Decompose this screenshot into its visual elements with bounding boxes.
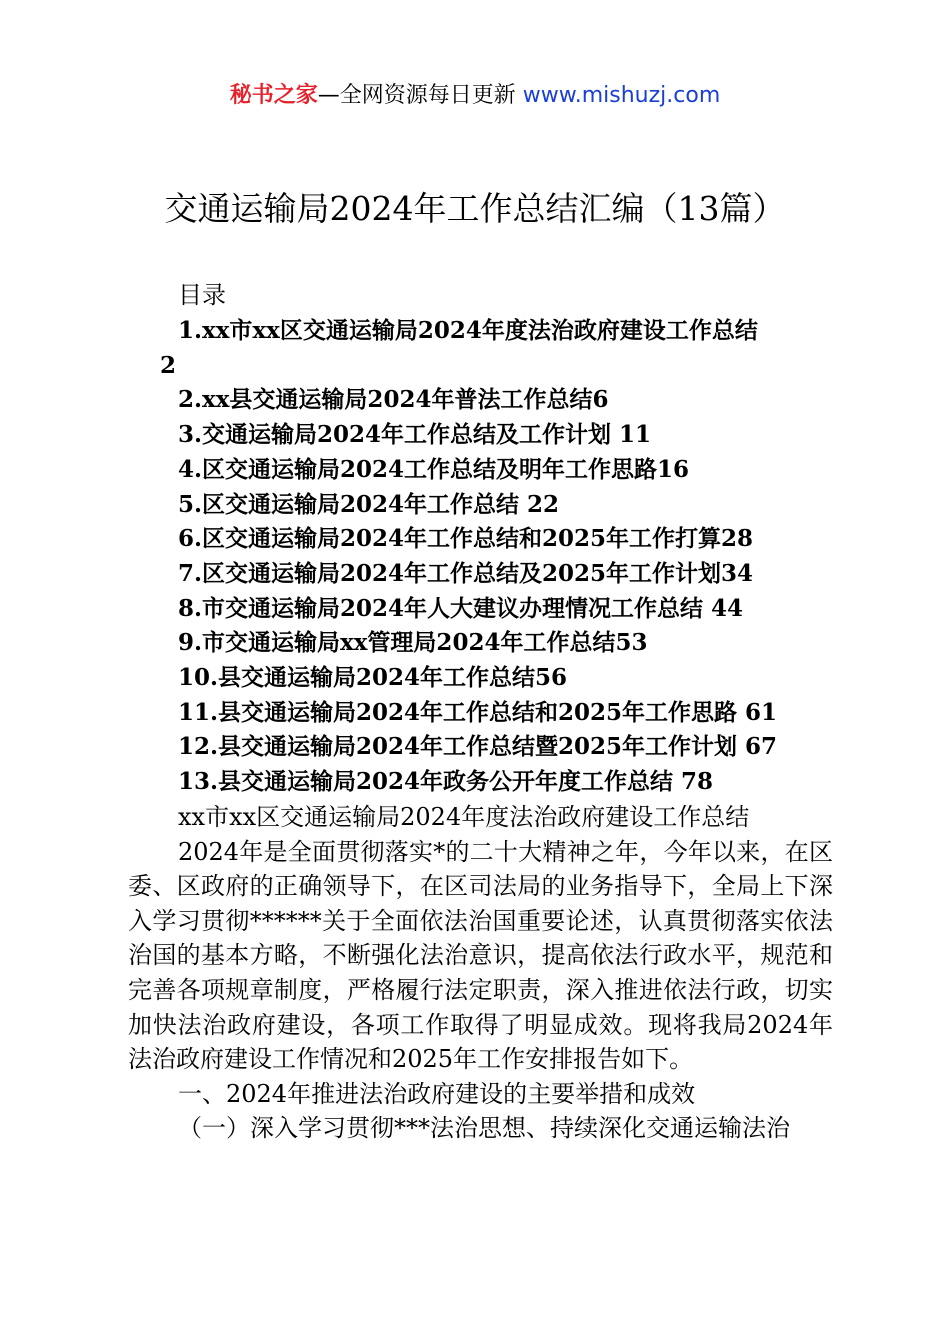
- document-body: [128, 800, 833, 1146]
- toc-item: [128, 557, 833, 592]
- subsection-heading: （一）深入学习贯彻***法治思想、持续深化交通运输法治: [178, 1114, 790, 1143]
- toc-item: [128, 418, 833, 453]
- table-of-contents: [128, 314, 833, 800]
- toc-item-text: 8.市交通运输局2024年人大建议办理情况工作总结 44: [178, 594, 744, 622]
- toc-item: [128, 626, 833, 661]
- toc-item: [128, 730, 833, 765]
- toc-item: [128, 383, 833, 418]
- toc-item-text: 9.市交通运输局xx管理局2024年工作总结53: [178, 629, 648, 657]
- toc-item-text: 13.县交通运输局2024年政务公开年度工作总结 78: [178, 768, 714, 796]
- toc-item-text: 5.区交通运输局2024年工作总结 22: [178, 490, 560, 518]
- toc-item-text: 7.区交通运输局2024年工作总结及2025年工作计划34: [178, 559, 754, 587]
- toc-item: [128, 592, 833, 627]
- toc-item: [128, 765, 833, 800]
- body-paragraph: 2024年是全面贯彻落实*的二十大精神之年，今年以来，在区委、区政府的正确领导下，在区司法局的业务指导下，全局上下深入学习贯彻******关于全面依法治国重要论述，认真贯彻落实依法治国的基本方略，不断强化法治意识，提高依法行政水平，规范和完善各项规章制度，严格履行法定职责，深入推进依法行政，切实加快法治政府建设，各项工作取得了明显成效。现将我局2024年法治政府建设工作情况和2025年工作安排报告如下。: [128, 837, 833, 1074]
- toc-item: [128, 661, 833, 696]
- site-url-link[interactable]: www.mishuzj.com: [522, 83, 721, 108]
- toc-item: [128, 522, 833, 557]
- toc-heading: 目录: [178, 281, 226, 309]
- toc-item: [128, 696, 833, 731]
- toc-item: [128, 488, 833, 523]
- document-title: 交通运输局2024年工作总结汇编（13篇）: [164, 189, 786, 228]
- section-heading: 一、2024年推进法治政府建设的主要举措和成效: [178, 1079, 696, 1108]
- toc-item-text: 4.区交通运输局2024工作总结及明年工作思路16: [178, 455, 690, 483]
- site-tagline: —全网资源每日更新: [317, 83, 516, 108]
- toc-item: [128, 314, 833, 383]
- toc-item-text: 12.县交通运输局2024年工作总结暨2025年工作计划 67: [178, 733, 778, 761]
- toc-item-text: 11.县交通运输局2024年工作总结和2025年工作思路 61: [178, 698, 778, 726]
- toc-item-text: 10.县交通运输局2024年工作总结56: [178, 664, 568, 692]
- site-brand: 秘书之家: [229, 83, 318, 108]
- toc-item-text: 3.交通运输局2024年工作总结及工作计划 11: [178, 421, 652, 449]
- toc-item-page: 2: [160, 351, 177, 379]
- article-title: xx市xx区交通运输局2024年度法治政府建设工作总结: [178, 803, 750, 831]
- toc-item-text: 1.xx市xx区交通运输局2024年度法治政府建设工作总结: [178, 317, 758, 344]
- toc-item: [128, 453, 833, 488]
- site-header: [0, 80, 950, 112]
- toc-item-text: 2.xx县交通运输局2024年普法工作总结6: [178, 386, 609, 414]
- toc-item-text: 6.区交通运输局2024年工作总结和2025年工作打算28: [178, 525, 754, 553]
